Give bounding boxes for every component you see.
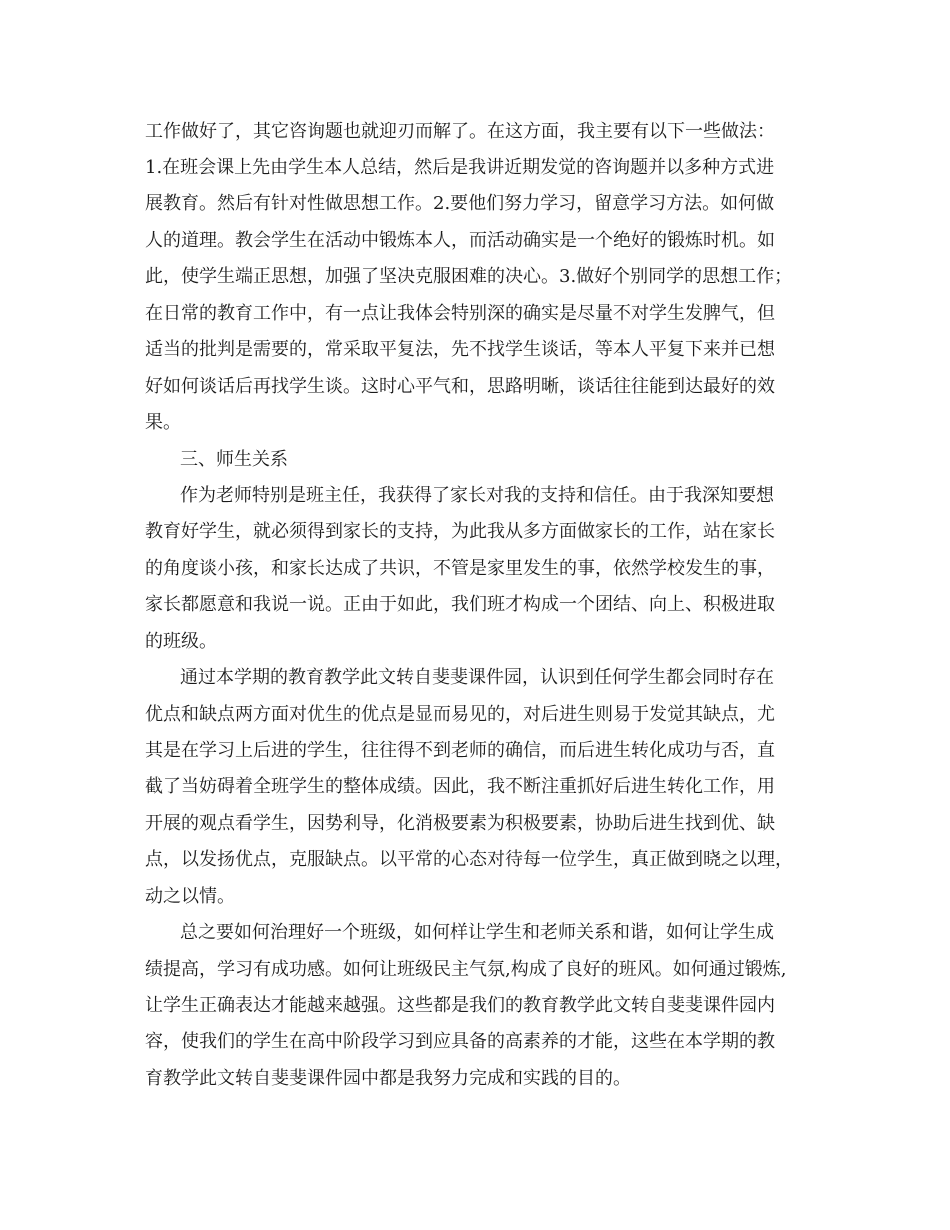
- text-line: 截了当妨碍着全班学生的整体成绩。因此，我不断注重抓好后进生转化工作，用: [145, 776, 775, 797]
- text-line: 人的道理。教会学生在活动中锻炼本人，而活动确实是一个绝好的锻炼时机。如: [145, 230, 775, 251]
- text-line: 的角度谈小孩，和家长达成了共识，不管是家里发生的事，依然学校发生的事，: [145, 558, 775, 579]
- text-line: 此，使学生端正思想，加强了坚决克服困难的决心。3.做好个别同学的思想工作；: [145, 266, 793, 287]
- text-line: 开展的观点看学生，因势利导，化消极要素为积极要素，协助后进生找到优、缺: [145, 813, 775, 834]
- text-line: 绩提高，学习有成功感。如何让班级民主气氛,构成了良好的班风。如何通过锻炼,: [145, 959, 787, 980]
- text-line: 让学生正确表达才能越来越强。这些都是我们的教育教学此文转自斐斐课件园内: [145, 995, 775, 1016]
- text-line: 动之以情。: [145, 886, 235, 907]
- text-line: 好如何谈话后再找学生谈。这时心平气和，思路明晰，谈话往往能到达最好的效: [145, 376, 775, 397]
- text-line: 育教学此文转自斐斐课件园中都是我努力完成和实践的目的。: [145, 1068, 631, 1089]
- text-line: 其是在学习上后进的学生，往往得不到老师的确信，而后进生转化成功与否，直: [145, 740, 775, 761]
- text-line: 容，使我们的学生在高中阶段学习到应具备的高素养的才能，这些在本学期的教: [145, 1031, 775, 1052]
- paragraph-first-line: 作为老师特别是班主任，我获得了家长对我的支持和信任。由于我深知要想: [180, 485, 774, 506]
- text-line: 教育好学生，就必须得到家长的支持，为此我从多方面做家长的工作，站在家长: [145, 521, 775, 542]
- text-line: 1.在班会课上先由学生本人总结，然后是我讲近期发觉的咨询题并以多种方式进: [145, 157, 775, 178]
- text-line: 点，以发扬优点，克服缺点。以平常的心态对待每一位学生，真正做到晓之以理，: [145, 849, 793, 870]
- section-heading: 三、师生关系: [180, 449, 288, 470]
- paragraph-first-line: 总之要如何治理好一个班级，如何样让学生和老师关系和谐，如何让学生成: [180, 922, 774, 943]
- text-line: 的班级。: [145, 631, 217, 652]
- text-line: 适当的批判是需要的，常采取平复法，先不找学生谈话，等本人平复下来并已想: [145, 339, 775, 360]
- text-line: 优点和缺点两方面对优生的优点是显而易见的，对后进生则易于发觉其缺点，尤: [145, 704, 775, 725]
- text-line: 果。: [145, 412, 181, 433]
- paragraph-first-line: 通过本学期的教育教学此文转自斐斐课件园，认识到任何学生都会同时存在: [180, 667, 774, 688]
- text-line: 在日常的教育工作中，有一点让我体会特别深的确实是尽量不对学生发脾气，但: [145, 303, 775, 324]
- text-line: 工作做好了，其它咨询题也就迎刃而解了。在这方面，我主要有以下一些做法：: [145, 121, 775, 142]
- text-line: 家长都愿意和我说一说。正由于如此，我们班才构成一个团结、向上、积极进取: [145, 594, 775, 615]
- text-line: 展教育。然后有针对性做思想工作。2.要他们努力学习，留意学习方法。如何做: [145, 193, 775, 214]
